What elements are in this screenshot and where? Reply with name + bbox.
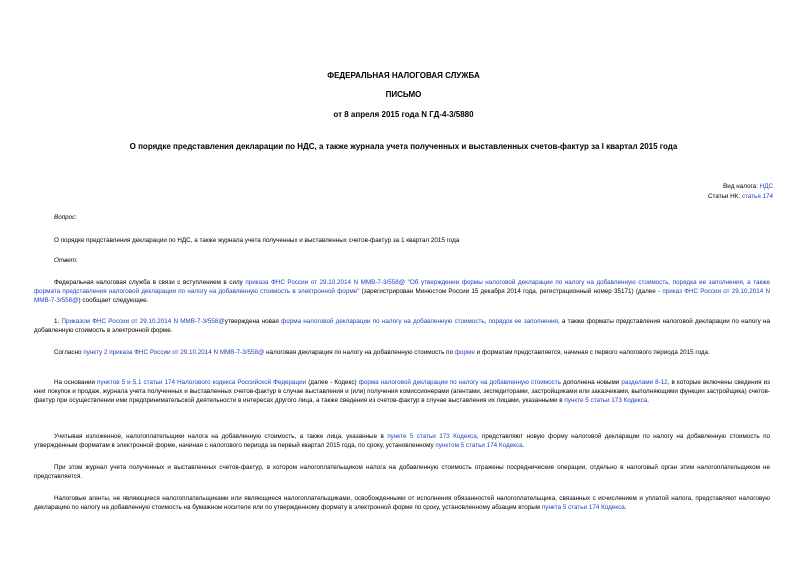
p3-link-form[interactable]: форме	[454, 349, 475, 356]
p5-text-b: , представляют новую форму налоговой декларации по налогу на добавленную стоимость по утвержденным форматам в электронной форме, начиная с налогового периода за первый квартал 2015 года, по сроку, установленному	[34, 433, 770, 449]
p5-link-article-174[interactable]: пунктом 5 статьи 174 Кодекса	[435, 442, 523, 449]
question-label: Вопрос:	[54, 214, 78, 221]
paragraph-6	[34, 463, 770, 481]
p7-text-a: Налоговые агенты, не являющиеся налогоплательщиками или являющиеся налогоплательщиками, освобожденными от исполнения обязанностей налогоплательщика, связанных с исчислением и уплатой налога, представляют налоговую декларацию по налогу на добавленную стоимость на бумажном носителе или по утвержденному формату в электронной форме по сроку, установленному абзацем вторым	[34, 495, 770, 511]
paragraph-2	[34, 317, 770, 335]
p3-link-order-point[interactable]: пункту 2 приказа ФНС России от 29.10.2014 N ММВ-7-3/558@	[83, 349, 265, 356]
paragraph-5	[34, 432, 770, 450]
p2-text-b: утверждена новая	[224, 318, 282, 325]
p4-link-article-173[interactable]: пункте 5 статьи 173 Кодекса	[564, 397, 648, 404]
p1-link-order[interactable]: приказа ФНС России от 29.10.2014 N ММВ-7-3/558@ "Об утверждении формы налоговой декларации по налогу на добавленную стоимость, порядка ее заполнения, а также формата представления налоговой декларации по налогу на добавленную стоимость в электронной форме"	[34, 279, 770, 295]
p1-text-a: Федеральная налоговая служба в связи с вступлением в силу	[54, 279, 246, 286]
tax-type-label: Вид налога:	[723, 183, 758, 190]
p4-text-d: , в которые включены сведения из книг покупок и продаж, журнала учета полученных и выставленных счетов-фактур в случае выставления и (или) получения комиссионерами (агентами, экспедиторами, застройщиками или заказчиками, выполняющими функции застройщика) счетов-фактур при осуществлении ими предпринимательской деятельности в интересах другого лица, а также сведения из счетов-фактур в случае выставления их лицами, указанными в	[34, 379, 771, 404]
p6-text-a: При этом журнал учета полученных и выставленных счетов-фактур, в котором налогоплательщиком налога на добавленную стоимость отражены посреднические операции, отдельно в налоговый орган этим налогоплательщиком не представляется.	[34, 464, 770, 480]
p1-text-b: (зарегистрирован Минюстом России 15 декабря 2014 года, регистрационный номер 35171) (далее -	[359, 288, 663, 295]
p5-text-c: .	[522, 442, 525, 449]
paragraph-3	[34, 348, 770, 357]
p1-link-order-short[interactable]: приказ ФНС России от 29.10.2014 N ММВ-7-3/558@	[34, 288, 771, 304]
tax-type-line	[723, 182, 773, 191]
p3-text-a: Согласно	[54, 349, 84, 356]
answer-label: Ответ:	[54, 257, 78, 264]
p4-text-c: дополнена новыми	[560, 379, 622, 386]
p4-link-form[interactable]: форма налоговой декларации по налогу на добавленную стоимость	[358, 379, 561, 386]
p2-text-d: , а также форматы представления налоговой декларации по налогу на добавленную стоимость в электронной форме.	[34, 318, 770, 334]
p2-text-c: ,	[484, 318, 489, 325]
tax-code-label: Статьи НК:	[707, 193, 741, 200]
tax-code-link[interactable]: статья 174	[741, 193, 773, 200]
p4-link-tax-code-points[interactable]: пунктов 5 и 5.1 статьи 174 Налогового кодекса Российской Федерации	[97, 379, 307, 386]
p1-text-c: ) сообщает следующее.	[78, 297, 149, 304]
p2-text-a: 1.	[54, 318, 62, 325]
question-text: О порядке представления декларации по НДС, а также журнала учета полученных и выставленных счетов-фактур за 1 квартал 2015 года	[54, 237, 460, 244]
p4-text-e: .	[647, 397, 649, 404]
p3-text-b: налоговая декларация по налогу на добавленную стоимость по	[264, 349, 455, 356]
p4-text-b: (далее - Кодекс)	[306, 379, 359, 386]
tax-type-link[interactable]: НДС	[759, 183, 773, 190]
p7-text-b: .	[624, 504, 627, 511]
org-title: ФЕДЕРАЛЬНАЯ НАЛОГОВАЯ СЛУЖБА	[327, 71, 480, 80]
paragraph-7	[34, 494, 770, 512]
p2-link-form[interactable]: форма налоговой декларации по налогу на добавленную стоимость	[281, 318, 485, 325]
p7-link-article-174[interactable]: пункта 5 статьи 174 Кодекса	[541, 504, 625, 511]
doc-subject: О порядке представления декларации по НДС, а также журнала учета полученных и выставленных счетов-фактур за I квартал 2015 года	[129, 142, 678, 151]
p5-link-article-173[interactable]: пункте 5 статьи 173 Кодекса	[387, 433, 477, 440]
paragraph-4	[34, 378, 770, 405]
p4-link-sections[interactable]: разделами 8-12	[621, 379, 668, 386]
tax-code-line	[708, 192, 773, 201]
p4-text-a: На основании	[54, 379, 98, 386]
p2-link-procedure[interactable]: порядок ее заполнения	[488, 318, 558, 325]
doc-date-number: от 8 апреля 2015 года N ГД-4-3/5880	[333, 110, 474, 119]
paragraph-1	[34, 278, 770, 305]
p5-text-a: Учитывая изложенное, налогоплательщики налога на добавленную стоимость, а также лица, указанные в	[54, 433, 388, 440]
p2-link-order[interactable]: Приказом ФНС России от 29.10.2014 N ММВ-7-3/558@	[61, 318, 225, 325]
doc-type-title: ПИСЬМО	[385, 90, 422, 99]
p3-text-c: и форматам представляется, начиная с первого налогового периода 2015 года.	[474, 349, 710, 356]
